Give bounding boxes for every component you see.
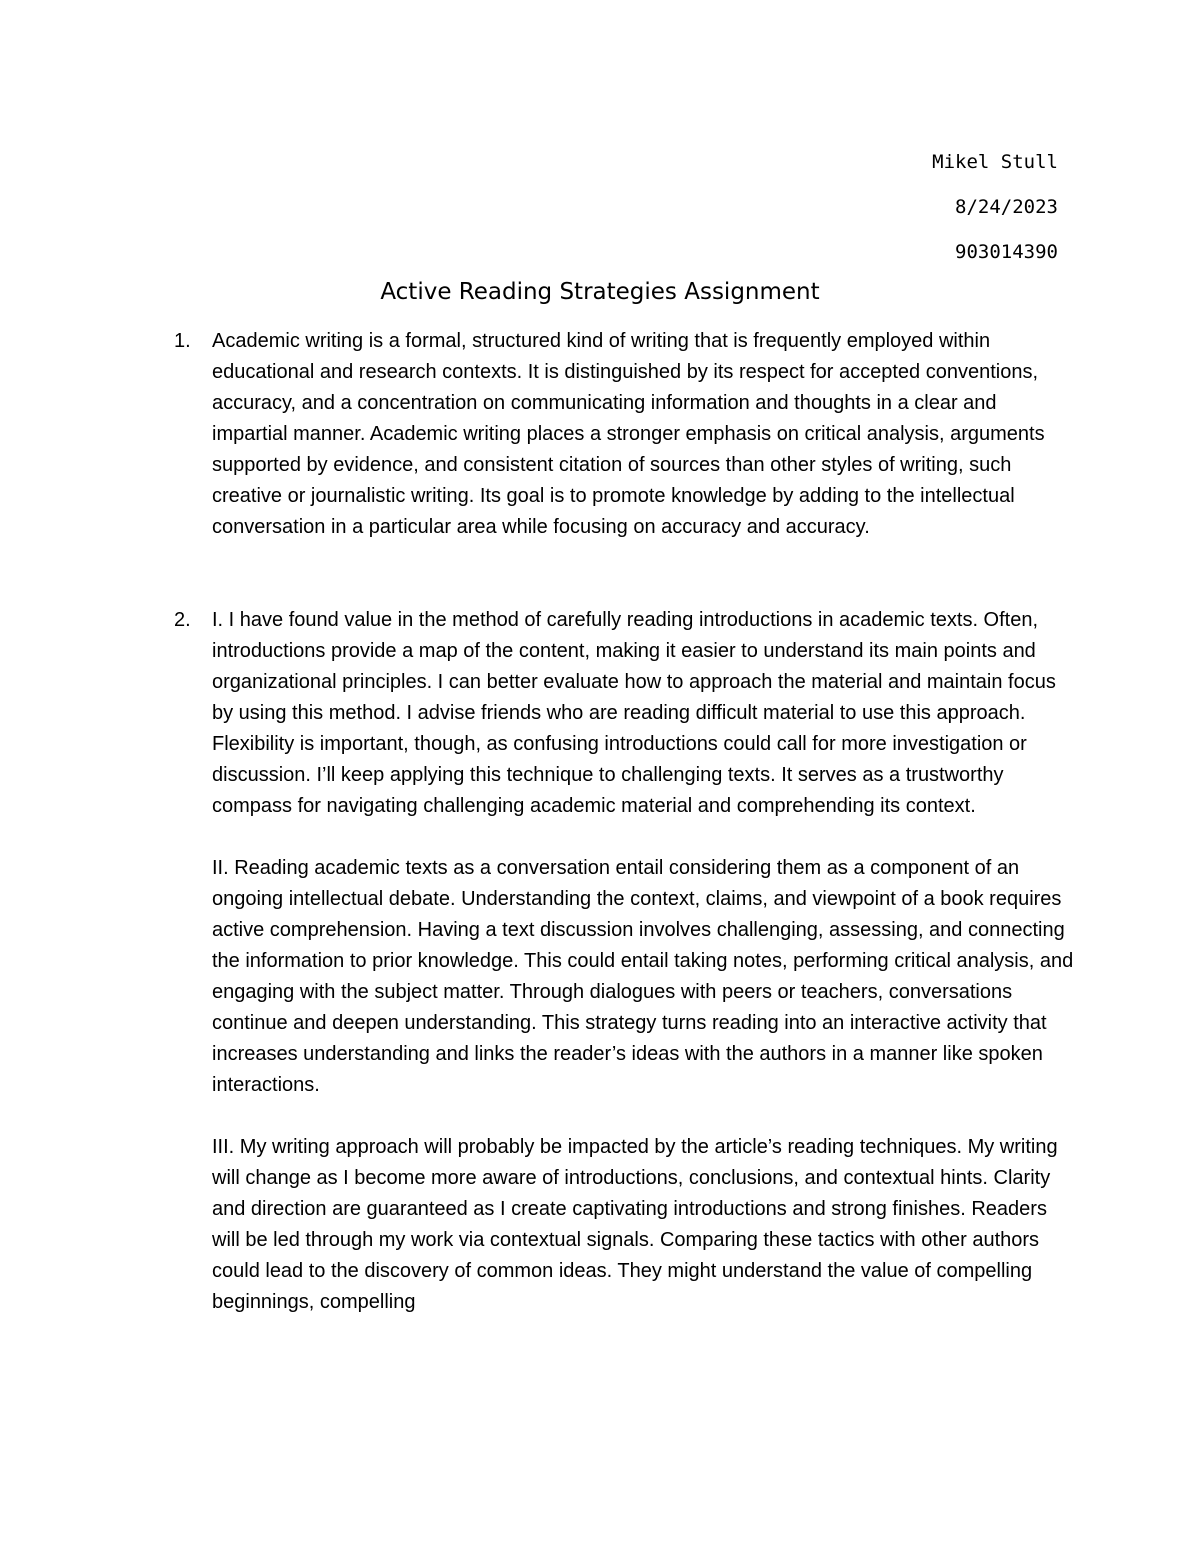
document-title: Active Reading Strategies Assignment [380,279,820,305]
author-name: Mikel Stull [932,151,1058,173]
list-item-body [212,605,1074,1318]
document-body [174,326,1074,1318]
student-id: 903014390 [955,241,1058,263]
list-item-body [212,326,1074,543]
submission-date: 8/24/2023 [955,196,1058,218]
list-number: 1. [174,330,191,352]
paragraph-part-i: I. I have found value in the method of carefully reading introductions in academic texts. Often, introductions provide a map of the content, making it easier to understand its main points and organizational principles. I can better evaluate how to approach the material and maintain focus by using this method. I advise friends who are reading difficult material to use this approach. Flexibility is important, though, as confusing introductions could call for more investigation or discussion. I’ll keep applying this technique to challenging texts. It serves as a trustworthy compass for navigating challenging academic material and comprehending its context. [212,609,1056,817]
author-header [932,140,1058,275]
list-item-2 [174,605,1074,1318]
list-number: 2. [174,609,191,631]
paragraph: Academic writing is a formal, structured kind of writing that is frequently employed within educational and research contexts. It is distinguished by its respect for accepted conventions, accuracy, and a concentration on communicating information and thoughts in a clear and impartial manner. Academic writing places a stronger emphasis on critical analysis, arguments supported by evidence, and consistent citation of sources than other styles of writing, such creative or journalistic writing. Its goal is to promote knowledge by adding to the intellectual conversation in a particular area while focusing on accuracy and accuracy. [212,330,1045,538]
paragraph-part-ii: II. Reading academic texts as a conversation entail considering them as a component of an ongoing intellectual debate. Understanding the context, claims, and viewpoint of a book requires active comprehension. Having a text discussion involves challenging, assessing, and connecting the information to prior knowledge. This could entail taking notes, performing critical analysis, and engaging with the subject matter. Through dialogues with peers or teachers, conversations continue and deepen understanding. This strategy turns reading into an interactive activity that increases understanding and links the reader’s ideas with the authors in a manner like spoken interactions. [212,857,1074,1096]
paragraph-part-iii: III. My writing approach will probably be impacted by the article’s reading techniques. My writing will change as I become more aware of introductions, conclusions, and contextual hints. Clarity and direction are guaranteed as I create captivating introductions and strong finishes. Readers will be led through my work via contextual signals. Comparing these tactics with other authors could lead to the discovery of common ideas. They might understand the value of compelling beginnings, compelling [212,1136,1058,1313]
list-item-1 [174,326,1074,543]
